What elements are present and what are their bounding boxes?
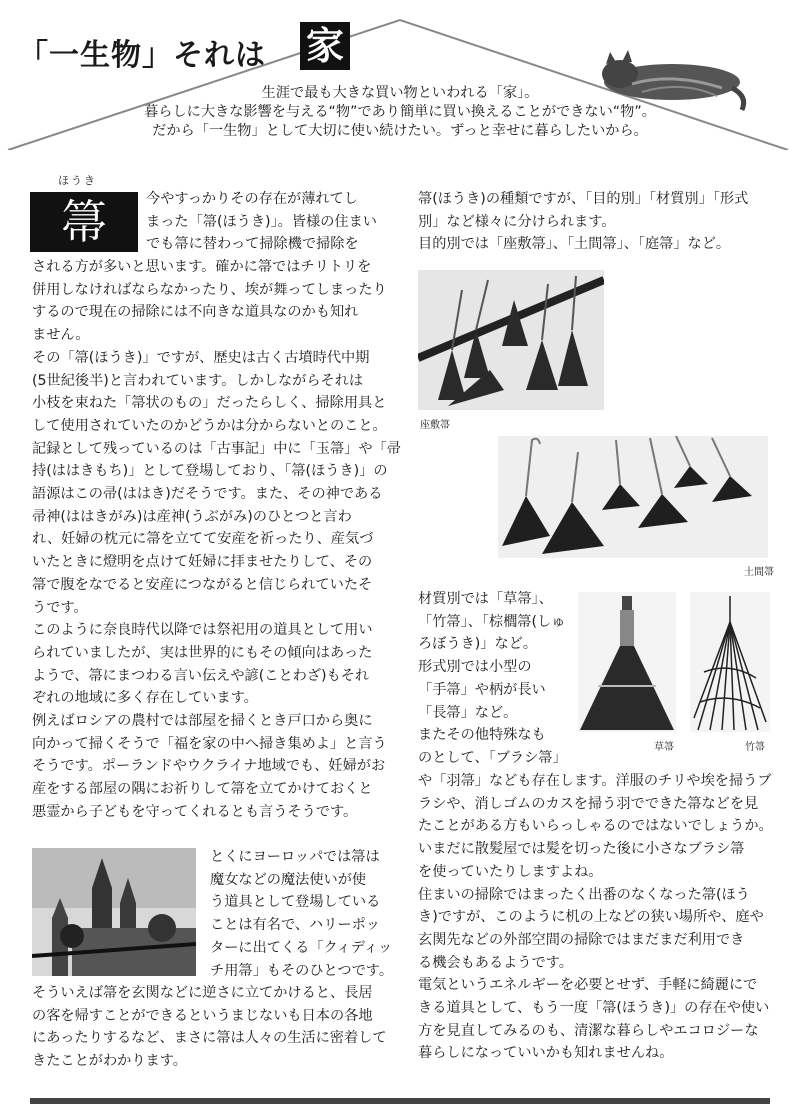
text-line: 今やすっかりその存在が薄れてし (146, 191, 358, 207)
text-line: その「箒(ほうき)」ですが、歴史は古く古墳時代中期 (32, 349, 370, 366)
text-line: 向かって掃くそうで「福を家の中へ掃き集めよ」と言う (32, 735, 387, 752)
text-line: 帚神(ははきがみ)は産神(うぶがみ)のひとつと言わ (32, 508, 352, 525)
text-line: するので現在の掃除には不向きな道具なのかも知れ (32, 304, 359, 321)
text-line: ターに出てくる「クィディッ (210, 939, 393, 956)
text-line: 語源はこの帚(ははき)だそうです。また、その神である (32, 486, 383, 503)
right-top (418, 188, 748, 256)
text-line: そうです。ポーランドやウクライナ地域でも、妊婦がお (32, 758, 386, 775)
text-line: う道具として登場している (210, 894, 381, 911)
left-image-side (210, 846, 393, 982)
bottom-rule (30, 1098, 770, 1104)
text-line: 産をする部屋の隅にお祈りして箒を立てかけておくと (32, 781, 373, 798)
text-line: (5世紀後半)と言われています。しかしながらそれは (32, 372, 364, 389)
text-line: 方を見直してみるのも、清潔な暮らしやエコロジーな (418, 1022, 759, 1039)
lead-line: 暮らしに大きな影響を与える“物”であり簡単に買い換えることができない“物”。 (144, 104, 656, 120)
text-line: 住まいの掃除ではまったく出番のなくなった箒(ほう (418, 886, 750, 903)
title-kanji-box: 家 (300, 22, 350, 70)
text-line: ろぼうき)」など。 (418, 636, 538, 653)
text-line: にあったりするなど、まさに箒は人々の生活に密着して (32, 1030, 387, 1047)
lead-text (100, 84, 700, 141)
page-title: 「一生物」それは (18, 38, 266, 73)
doma-broom-photo (498, 436, 768, 558)
text-line: 「手箒」や柄が長い (418, 681, 546, 698)
text-line: 併用しなければならなかったり、埃が舞ってしまったり (32, 281, 387, 298)
text-line: の客を帰すことができるというまじないも日本の各地 (32, 1007, 373, 1024)
text-line: 「長箒」など。 (418, 704, 518, 721)
text-line: 箒で腹をなでると安産につながると信じられていたそ (32, 576, 373, 593)
text-line: ぞれの地域に多く存在しています。 (32, 690, 258, 707)
text-line: 暮らしになっていいかも知れませんね。 (418, 1045, 674, 1062)
text-line: そういえば箒を玄関などに逆さに立てかけると、長居 (32, 985, 373, 1001)
lead-line: だから「一生物」として大切に使い続けたい。ずっと幸せに暮らしたいから。 (152, 123, 648, 139)
text-line: 電気というエネルギーを必要とせず、手軽に綺麗にで (418, 977, 758, 994)
text-line: して使用されていたのかどうかは分からないとのこと。 (32, 417, 387, 434)
text-line: ようで、箒にまつわる言い伝えや諺(ことわざ)もそれ (32, 667, 370, 684)
right-body (418, 770, 773, 1065)
text-line: る機会もあるようです。 (418, 954, 573, 971)
text-line: ません。 (32, 327, 90, 344)
text-line: チ用箒」もそのひとつです。 (210, 962, 394, 979)
caption-kusa: 草箒 (654, 742, 674, 753)
text-line: 別」など様々に分けられます。 (418, 213, 616, 230)
left-intro (146, 188, 377, 256)
caption-zashiki: 座敷箒 (420, 420, 450, 431)
text-line: 目的別では「座敷箒」、「土間箒」、「庭箒」など。 (418, 236, 731, 253)
text-line: とくにヨーロッパでは箒は (210, 849, 380, 865)
text-line: うです。 (32, 599, 88, 616)
left-tail (32, 982, 387, 1073)
text-line: られていましたが、実は世界的にもその傾向はあった (32, 644, 373, 661)
text-line: 悪霊から子どもを守ってくれるとも言うそうです。 (32, 803, 358, 820)
text-line: いまだに散髪屋では髪を切った後に小さなブラシ箒 (418, 841, 745, 858)
text-line: き)ですが、このように机の上などの狭い場所や、庭や (418, 909, 764, 926)
text-line: 箒(ほうき)の種類ですが、「目的別」「材質別」「形式 (418, 191, 749, 207)
text-line: を使っていたりしますよね。 (418, 863, 603, 880)
caption-take: 竹箒 (745, 742, 765, 753)
section-heading: 箒 (30, 192, 138, 252)
text-line: 例えばロシアの農村では部屋を掃くとき戸口から奥に (32, 713, 373, 730)
text-line: される方が多いと思います。確かに箒ではチリトリを (32, 259, 372, 275)
text-line: 「竹箒」、「棕櫚箒(しゅ (418, 613, 566, 630)
heading-ruby: ほうき (58, 174, 97, 187)
text-line: 魔女などの魔法使いが使 (210, 871, 367, 888)
text-line: 小枝を束ねた「箒状のもの」だったらしく、掃除用具と (32, 395, 387, 412)
text-line: まった「箒(ほうき)」。皆様の住まい (146, 213, 377, 230)
text-line: 材質別では「草箒」、 (418, 591, 553, 607)
zashiki-broom-photo (418, 270, 604, 410)
text-line: またその他特殊なも (418, 727, 546, 744)
text-line: きたことがわかります。 (32, 1053, 187, 1070)
text-line: 形式別では小型の (418, 659, 532, 676)
text-line: たことがある方もいらっしゃるのではないでしょうか。 (418, 818, 773, 835)
text-line: のとして、「ブラシ箒」 (418, 749, 567, 766)
text-line: れ、妊婦の枕元に箒を立てて安産を祈ったり、産気づ (32, 531, 374, 548)
quidditch-photo (32, 848, 196, 976)
left-body (32, 256, 401, 824)
text-line: 持(ははきもち)」として登場しており、「箒(ほうき)」の (32, 463, 388, 480)
text-line: ラシや、消しゴムのカスを掃う羽でできた箒などを見 (418, 795, 759, 812)
text-line: 記録として残っているのは「古事記」中に「玉箒」や「帚 (32, 440, 401, 457)
caption-doma: 土間箒 (744, 567, 774, 578)
take-broom-photo (690, 592, 770, 732)
text-line: や「羽箒」なども存在します。洋服のチリや埃を掃うブ (418, 773, 772, 789)
text-line: いたときに燈明を点けて妊婦に拝ませたりして、その (32, 554, 373, 571)
text-line: きる道具として、もう一度「箒(ほうき)」の存在や使い (418, 1000, 770, 1017)
text-line: 玄関先などの外部空間の掃除ではまだまだ利用でき (418, 931, 745, 948)
lead-line: 生涯で最も大きな買い物といわれる「家」。 (261, 85, 539, 101)
text-line: このように奈良時代以降では祭祀用の道具として用い (32, 622, 373, 639)
right-mid (418, 588, 567, 770)
kusa-broom-photo (578, 592, 676, 732)
text-line: ことは有名で、ハリーポッ (210, 917, 380, 934)
text-line: でも箒に替わって掃除機で掃除を (146, 236, 359, 253)
